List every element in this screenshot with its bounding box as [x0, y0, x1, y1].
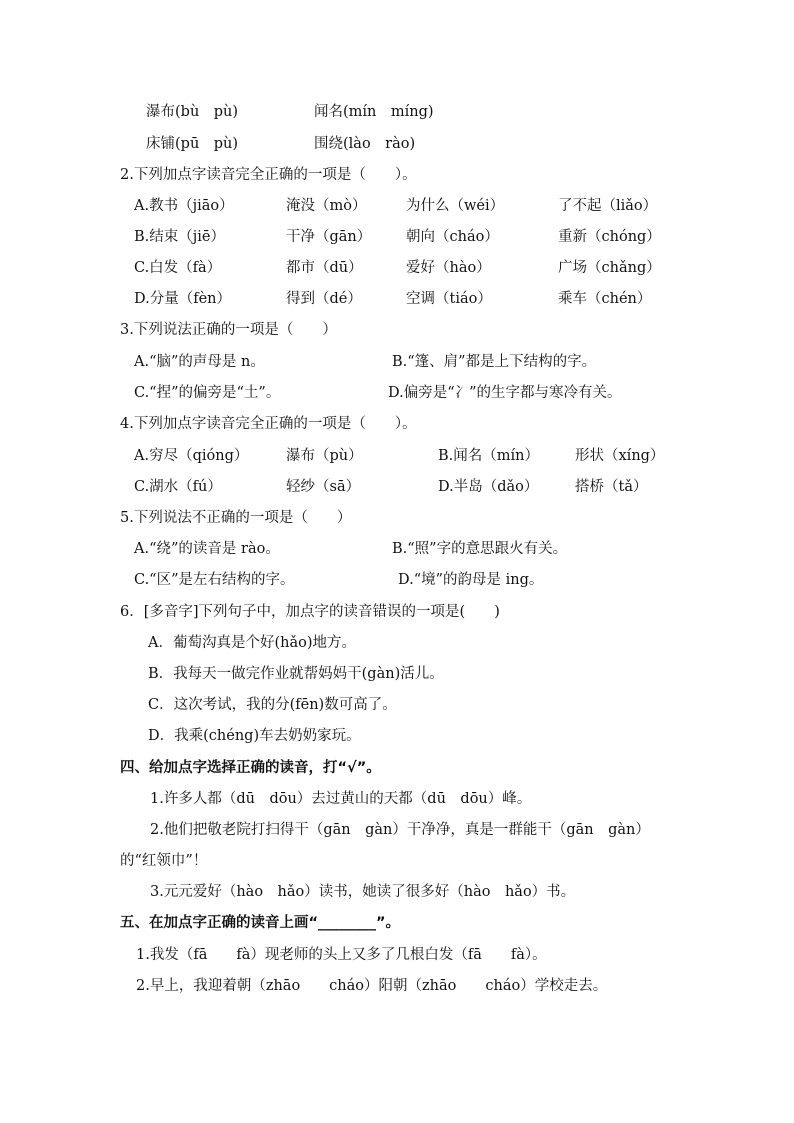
question-6-option-d: D．我乘(chéng)车去奶奶家玩。	[148, 728, 361, 744]
option-cell: 了不起（liǎo）	[558, 198, 658, 214]
option-cell: 广场（chǎng）	[558, 260, 661, 276]
option-cell: A.教书（jiāo）	[134, 198, 234, 214]
option-cell: A.穷尽（qióng）	[134, 448, 249, 464]
option-cell: 空调（tiáo）	[406, 291, 492, 307]
section-4-item-3: 3.元元爱好（hào hǎo）读书，她读了很多好（hào hǎo）书。	[150, 884, 576, 900]
option-cell: B.“篷、肩”都是上下结构的字。	[392, 354, 597, 370]
option-cell: D.偏旁是“冫”的生字都与寒冷有关。	[388, 385, 622, 401]
question-6-stem: 6．[多音字]下列句子中，加点字的读音错误的一项是( )	[120, 604, 500, 620]
question-6-option-a: A．葡萄沟真是个好(hǎo)地方。	[148, 635, 356, 651]
option-cell: 轻纱（sā）	[286, 479, 361, 495]
section-4-item-2: 2.他们把敬老院打扫得干（gān gàn）干净净，真是一群能干（gān gàn）	[150, 822, 650, 838]
option-cell: 爱好（hào）	[406, 260, 491, 276]
option-cell: 搭桥（tǎ）	[575, 479, 648, 495]
option-cell: D.分量（fèn）	[134, 291, 232, 307]
question-5-stem: 5.下列说法不正确的一项是（ ）	[120, 510, 352, 526]
word-pinyin: 围绕(lào rào)	[314, 136, 416, 152]
option-cell: 乘车（chén）	[558, 291, 652, 307]
option-cell: A.“绕”的读音是 rào。	[134, 541, 280, 557]
question-4-stem: 4.下列加点字读音完全正确的一项是（ ）。	[120, 416, 417, 432]
option-cell: 形状（xíng）	[575, 448, 665, 464]
question-6-option-c: C．这次考试，我的分(fēn)数可高了。	[148, 697, 397, 713]
word-pinyin: 闻名(mín míng)	[314, 104, 434, 120]
word-pinyin: 床铺(pū pù)	[146, 136, 239, 152]
question-6-option-b: B．我每天一做完作业就帮妈妈干(gàn)活儿。	[148, 666, 444, 682]
option-cell: C.白发（fà）	[134, 260, 222, 276]
option-cell: 得到（dé）	[286, 291, 362, 307]
option-cell: C.“捏”的偏旁是“土”。	[134, 385, 281, 401]
option-cell: D.半岛（dǎo）	[438, 479, 539, 495]
section-4-title: 四、给加点字选择正确的读音，打“√”。	[120, 760, 381, 776]
section-5-item-2: 2.早上，我迎着朝（zhāo cháo）阳朝（zhāo cháo）学校走去。	[136, 978, 608, 994]
section-4-item-2-continued: 的“红领巾”！	[120, 853, 208, 869]
section-4-item-1: 1.许多人都（dū dōu）去过黄山的天都（dū dōu）峰。	[150, 791, 532, 807]
word-pinyin: 瀑布(bù pù)	[146, 104, 239, 120]
option-cell: 干净（gān）	[286, 229, 372, 245]
option-cell: 都市（dū）	[286, 260, 363, 276]
section-5-item-1: 1.我发（fā fà）现老师的头上又多了几根白发（fā fà）。	[136, 947, 547, 963]
option-cell: 瀑布（pù）	[286, 448, 363, 464]
question-2-stem: 2.下列加点字读音完全正确的一项是（ ）。	[120, 167, 417, 183]
option-cell: B.“照”字的意思跟火有关。	[392, 541, 568, 557]
option-cell: C.“区”是左右结构的字。	[134, 572, 295, 588]
option-cell: B.结束（jiē）	[134, 229, 225, 245]
option-cell: 重新（chóng）	[558, 229, 661, 245]
option-cell: 为什么（wéi）	[406, 198, 505, 214]
option-cell: D.“境”的韵母是 ing。	[398, 572, 544, 588]
option-cell: A.“脑”的声母是 n。	[134, 354, 265, 370]
section-5-title: 五、在加点字正确的读音上画“________”。	[120, 915, 401, 931]
option-cell: B.闻名（mín）	[438, 448, 539, 464]
question-3-stem: 3.下列说法正确的一项是（ ）	[120, 322, 337, 338]
option-cell: 淹没（mò）	[286, 198, 367, 214]
option-cell: 朝向（cháo）	[406, 229, 499, 245]
option-cell: C.湖水（fú）	[134, 479, 222, 495]
